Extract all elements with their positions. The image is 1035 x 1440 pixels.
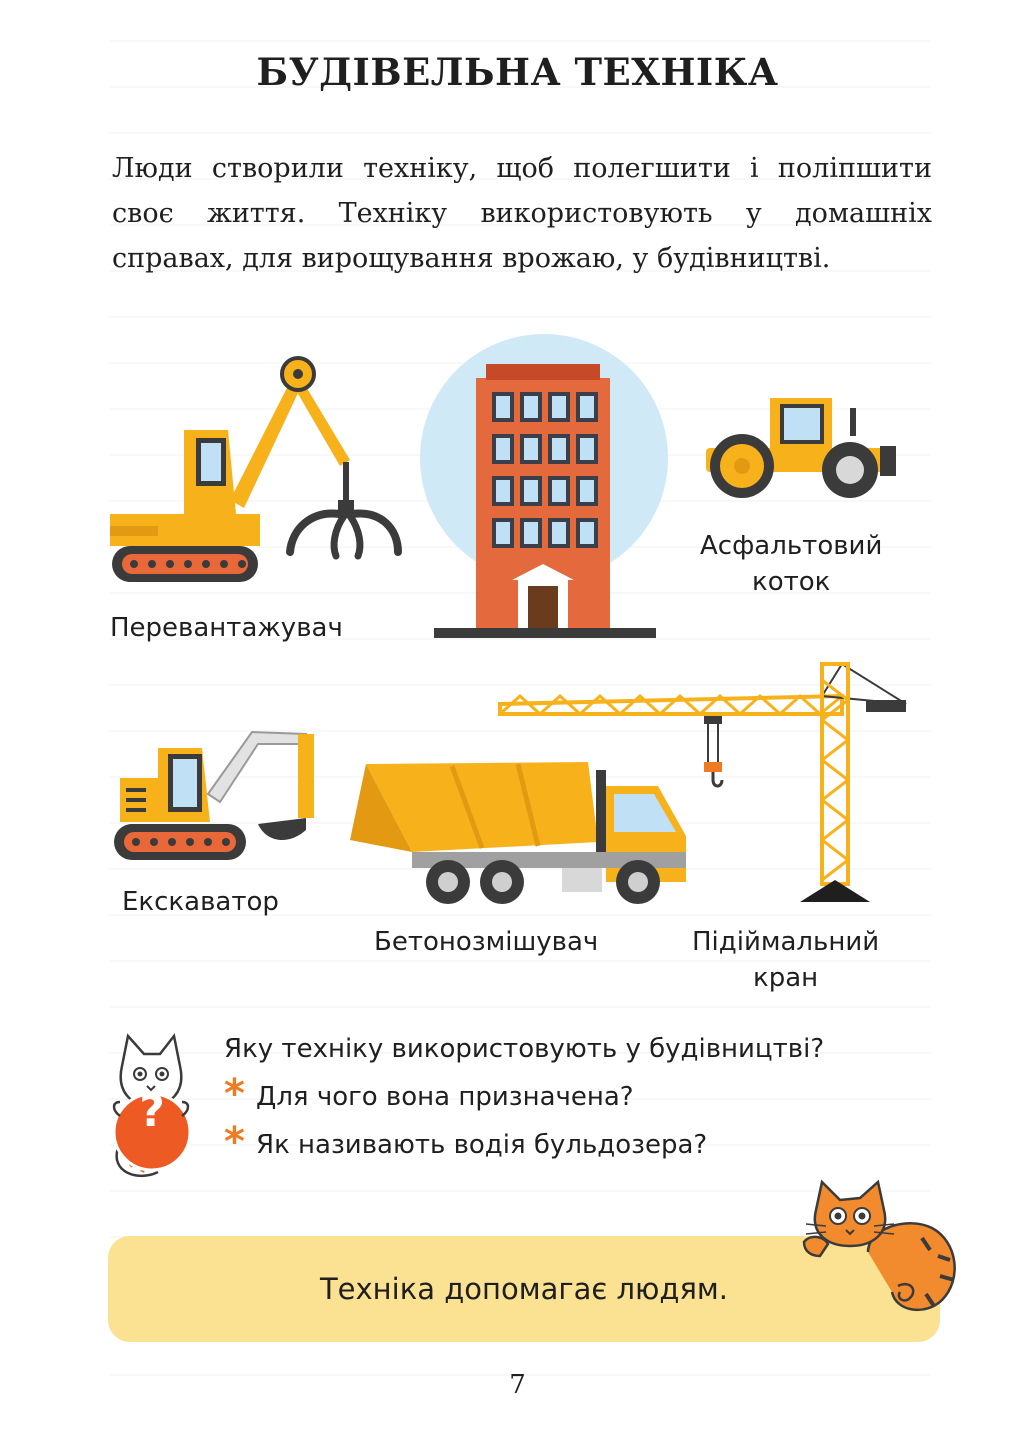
page-title: БУДІВЕЛЬНА ТЕХНІКА: [256, 50, 779, 94]
page-number: 7: [509, 1370, 526, 1400]
label-crane-line1: Підіймальний: [692, 927, 880, 957]
question-text: Як називають водія бульдозера?: [256, 1130, 708, 1160]
excavator-illustration: [112, 718, 322, 868]
conclusion-text: Техніка допомагає людям.: [319, 1272, 729, 1306]
orange-cat-icon: [798, 1176, 962, 1316]
label-roller-line1: Асфальтовий: [700, 531, 883, 561]
question-text: Яку техніку використовують у будівництві?: [224, 1034, 825, 1064]
label-mixer: Бетонозмішувач: [374, 927, 599, 957]
label-excavator: Екскаватор: [122, 887, 279, 917]
intro-paragraph: Люди створили техніку, щоб полегшити і поліпшити своє життя. Техніку використовують у домашніх справах, для вирощування врожаю, у будівництві.: [112, 153, 932, 274]
question-badge: ?: [139, 1086, 165, 1137]
building-illustration: [420, 334, 670, 646]
bullet-asterisk: *: [224, 1071, 245, 1117]
roller-illustration: [700, 390, 900, 500]
label-roller: [700, 528, 882, 600]
loader-illustration: [110, 350, 400, 590]
label-crane: [692, 924, 879, 996]
question-text: Для чого вона призначена?: [256, 1082, 634, 1112]
label-crane-line2: кран: [753, 963, 819, 993]
bullet-asterisk: *: [224, 1119, 245, 1165]
label-loader: Перевантажувач: [110, 613, 343, 643]
crane-illustration: [496, 660, 908, 906]
label-roller-line2: коток: [751, 567, 831, 597]
